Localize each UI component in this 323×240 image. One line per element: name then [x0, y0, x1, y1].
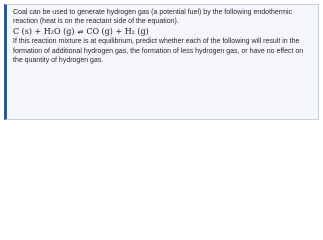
intro-text: Coal can be used to generate hydrogen gas (a potential fuel) by the following endothermic reaction (heat is on the reactant side of the equation). — [13, 9, 293, 26]
problem-card — [4, 4, 319, 120]
chemical-equation — [13, 27, 312, 37]
equation-products: CO (g) + H₂ (g) — [86, 26, 149, 36]
equilibrium-arrow-icon: ⇌ — [77, 27, 84, 36]
equation-reactants: C (s) + H₂O (g) — [13, 26, 75, 36]
question-text: If this reaction mixture is at equilibrium, predict whether each of the following will result in the formation of additional hydrogen gas, the formation of less hydrogen gas, or have no effect on the quantity of hydrogen gas. — [13, 38, 304, 64]
